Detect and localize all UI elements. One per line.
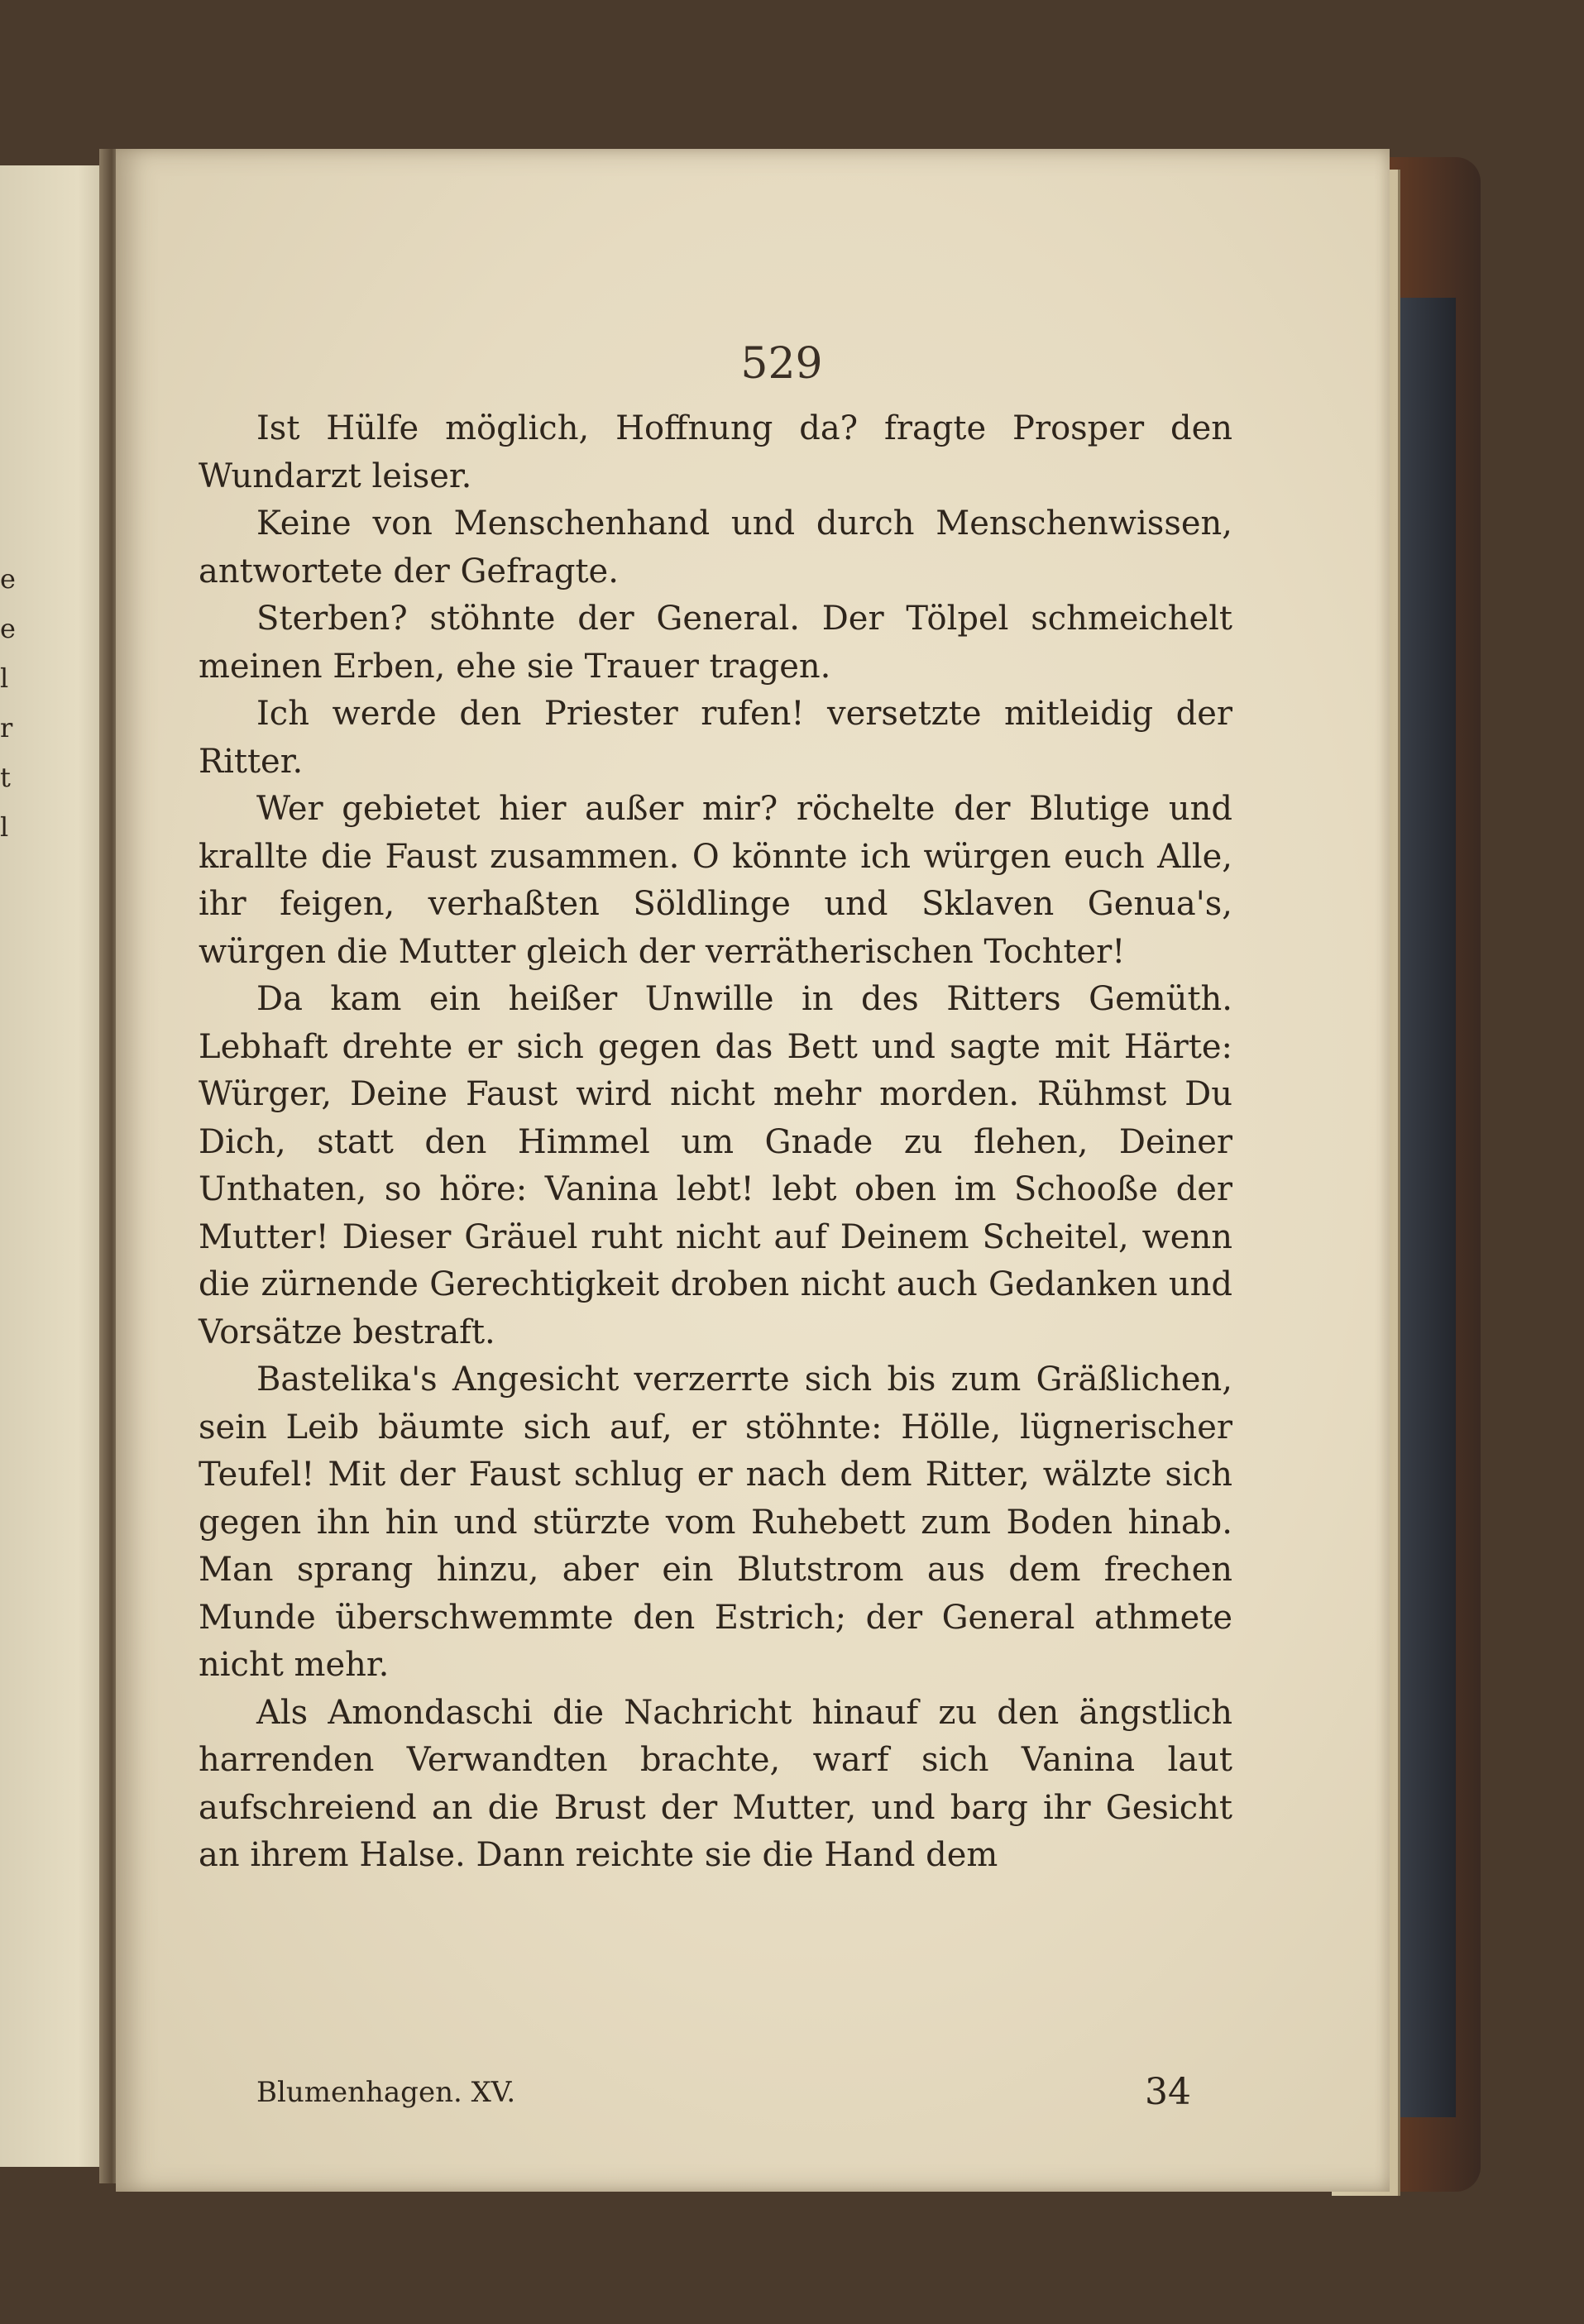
page-number: 529 [740,339,823,389]
book-page [116,149,1390,2192]
paragraph: Wer gebietet hier außer mir? röchelte der Blutige und krallte die Faust zusammen. O könnte ich würgen euch Alle, ihr feigen, verhaßten Söldlinge und Sklaven Genua's, würgen die Mutter gleich der verrätherischen Tochter! [199,790,1232,971]
signature-mark: Blumenhagen. XV. [256,2076,516,2109]
paragraph: Sterben? stöhnte der General. Der Tölpel schmeichelt meinen Erben, ehe sie Trauer tragen. [199,600,1232,686]
body-text [199,405,1232,1880]
cover-board [1398,298,1456,2117]
paragraph: Ich werde den Priester rufen! versetzte mitleidig der Ritter. [199,695,1232,781]
paragraph: Keine von Menschenhand und durch Menschenwissen, antwortete der Gefragte. [199,504,1232,591]
paragraph: Da kam ein heißer Unwille in des Ritters Gemüth. Lebhaft drehte er sich gegen das Bett und sagte mit Härte: Würger, Deine Faust wird nicht mehr morden. Rühmst Du Dich, statt den Himmel um Gnade zu flehen, Deiner Unthaten, so höre: Vanina lebt! lebt oben im Schooße der Mutter! Dieser Gräuel ruht nicht auf Deinem Scheitel, wenn die zürnende Gerechtigkeit droben nicht auch Gedanken und Vorsätze bestraft. [199,980,1232,1351]
left-page [0,165,112,2167]
left-page-fragments: e e l r t l [0,563,16,843]
sheet-number: 34 [1145,2071,1191,2113]
paragraph: Als Amondaschi die Nachricht hinauf zu den ängstlich harrenden Verwandten brachte, warf sich Vanina laut aufschreiend an die Brust der Mutter, und barg ihr Gesicht an ihrem Halse. Dann reichte sie die Hand dem [199,1693,1232,1874]
paragraph: Bastelika's Angesicht verzerrte sich bis zum Gräßlichen, sein Leib bäumte sich auf, er stöhnte: Hölle, lügnerischer Teufel! Mit der Faust schlug er nach dem Ritter, wälzte sich gegen ihn hin und stürzte vom Ruhebett zum Boden hinab. Man sprang hinzu, aber ein Blutstrom aus dem frechen Munde überschwemmte den Estrich; der General athmete nicht mehr. [199,1360,1232,1684]
paragraph: Ist Hülfe möglich, Hoffnung da? fragte Prosper den Wundarzt leiser. [199,409,1232,495]
